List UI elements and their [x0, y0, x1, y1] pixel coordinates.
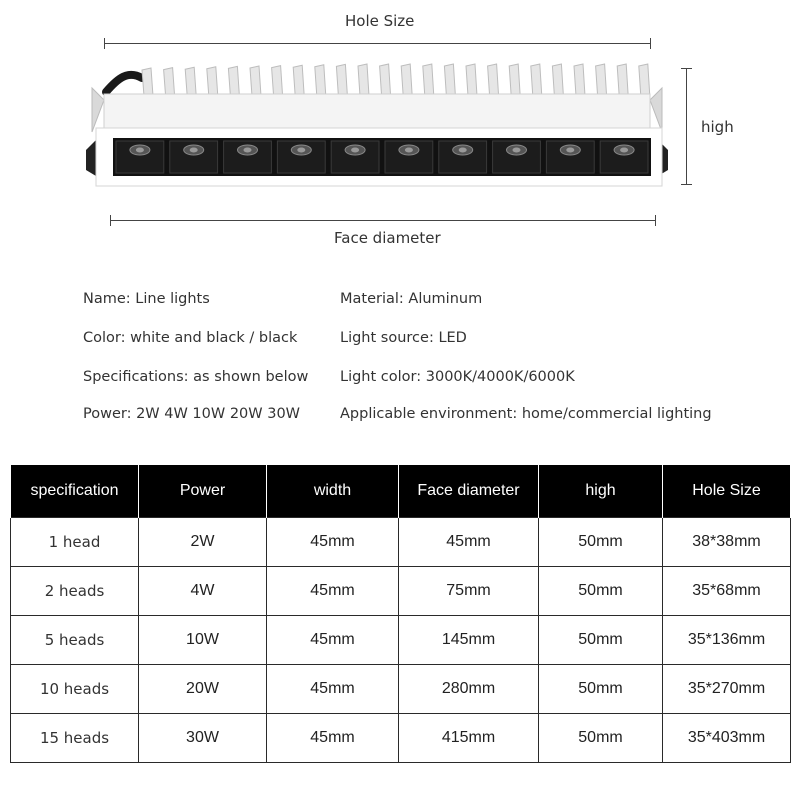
line-light-product-image — [0, 0, 800, 200]
high-label: high — [701, 118, 734, 136]
cell-width: 45mm — [267, 616, 399, 665]
spec-power: Power: 2W 4W 10W 20W 30W — [83, 406, 301, 422]
cell-specification: 2 heads — [11, 567, 139, 616]
cell-width: 45mm — [267, 518, 399, 567]
cell-power: 20W — [139, 665, 267, 714]
cell-hole-size: 38*38mm — [663, 518, 791, 567]
header-hole-size: Hole Size — [663, 465, 791, 518]
cell-specification: 15 heads — [11, 714, 139, 763]
cell-hole-size: 35*270mm — [663, 665, 791, 714]
cell-width: 45mm — [267, 714, 399, 763]
spec-light-source: Light source: LED — [340, 330, 467, 346]
cell-face-diameter: 145mm — [399, 616, 539, 665]
cell-high: 50mm — [539, 714, 663, 763]
hole-size-label: Hole Size — [345, 12, 415, 30]
table-row — [11, 665, 791, 714]
cell-high: 50mm — [539, 616, 663, 665]
spec-name: Name: Line lights — [83, 291, 210, 307]
cell-face-diameter: 415mm — [399, 714, 539, 763]
header-high: high — [539, 465, 663, 518]
table-row — [11, 567, 791, 616]
cell-high: 50mm — [539, 665, 663, 714]
cell-width: 45mm — [267, 567, 399, 616]
cell-specification: 5 heads — [11, 616, 139, 665]
table-header-row — [11, 465, 791, 518]
face-diameter-label: Face diameter — [334, 229, 441, 247]
cell-face-diameter: 45mm — [399, 518, 539, 567]
face-diameter-dimension-line — [110, 220, 656, 221]
header-specification: specification — [11, 465, 139, 518]
cell-width: 45mm — [267, 665, 399, 714]
cell-hole-size: 35*136mm — [663, 616, 791, 665]
cell-specification: 10 heads — [11, 665, 139, 714]
cell-power: 30W — [139, 714, 267, 763]
specification-table — [10, 465, 791, 763]
cell-hole-size: 35*403mm — [663, 714, 791, 763]
table-row — [11, 616, 791, 665]
cell-high: 50mm — [539, 567, 663, 616]
cell-power: 10W — [139, 616, 267, 665]
cell-power: 2W — [139, 518, 267, 567]
spec-light-color: Light color: 3000K/4000K/6000K — [340, 369, 575, 385]
cell-face-diameter: 75mm — [399, 567, 539, 616]
cell-specification: 1 head — [11, 518, 139, 567]
header-width: width — [267, 465, 399, 518]
spec-specifications: Specifications: as shown below — [83, 369, 309, 385]
cell-face-diameter: 280mm — [399, 665, 539, 714]
header-face-diameter: Face diameter — [399, 465, 539, 518]
spec-material: Material: Aluminum — [340, 291, 483, 307]
cell-hole-size: 35*68mm — [663, 567, 791, 616]
header-power: Power — [139, 465, 267, 518]
cell-high: 50mm — [539, 518, 663, 567]
spec-environment: Applicable environment: home/commercial lighting — [340, 406, 712, 422]
cell-power: 4W — [139, 567, 267, 616]
table-row — [11, 714, 791, 763]
table-row — [11, 518, 791, 567]
spec-color: Color: white and black / black — [83, 330, 298, 346]
